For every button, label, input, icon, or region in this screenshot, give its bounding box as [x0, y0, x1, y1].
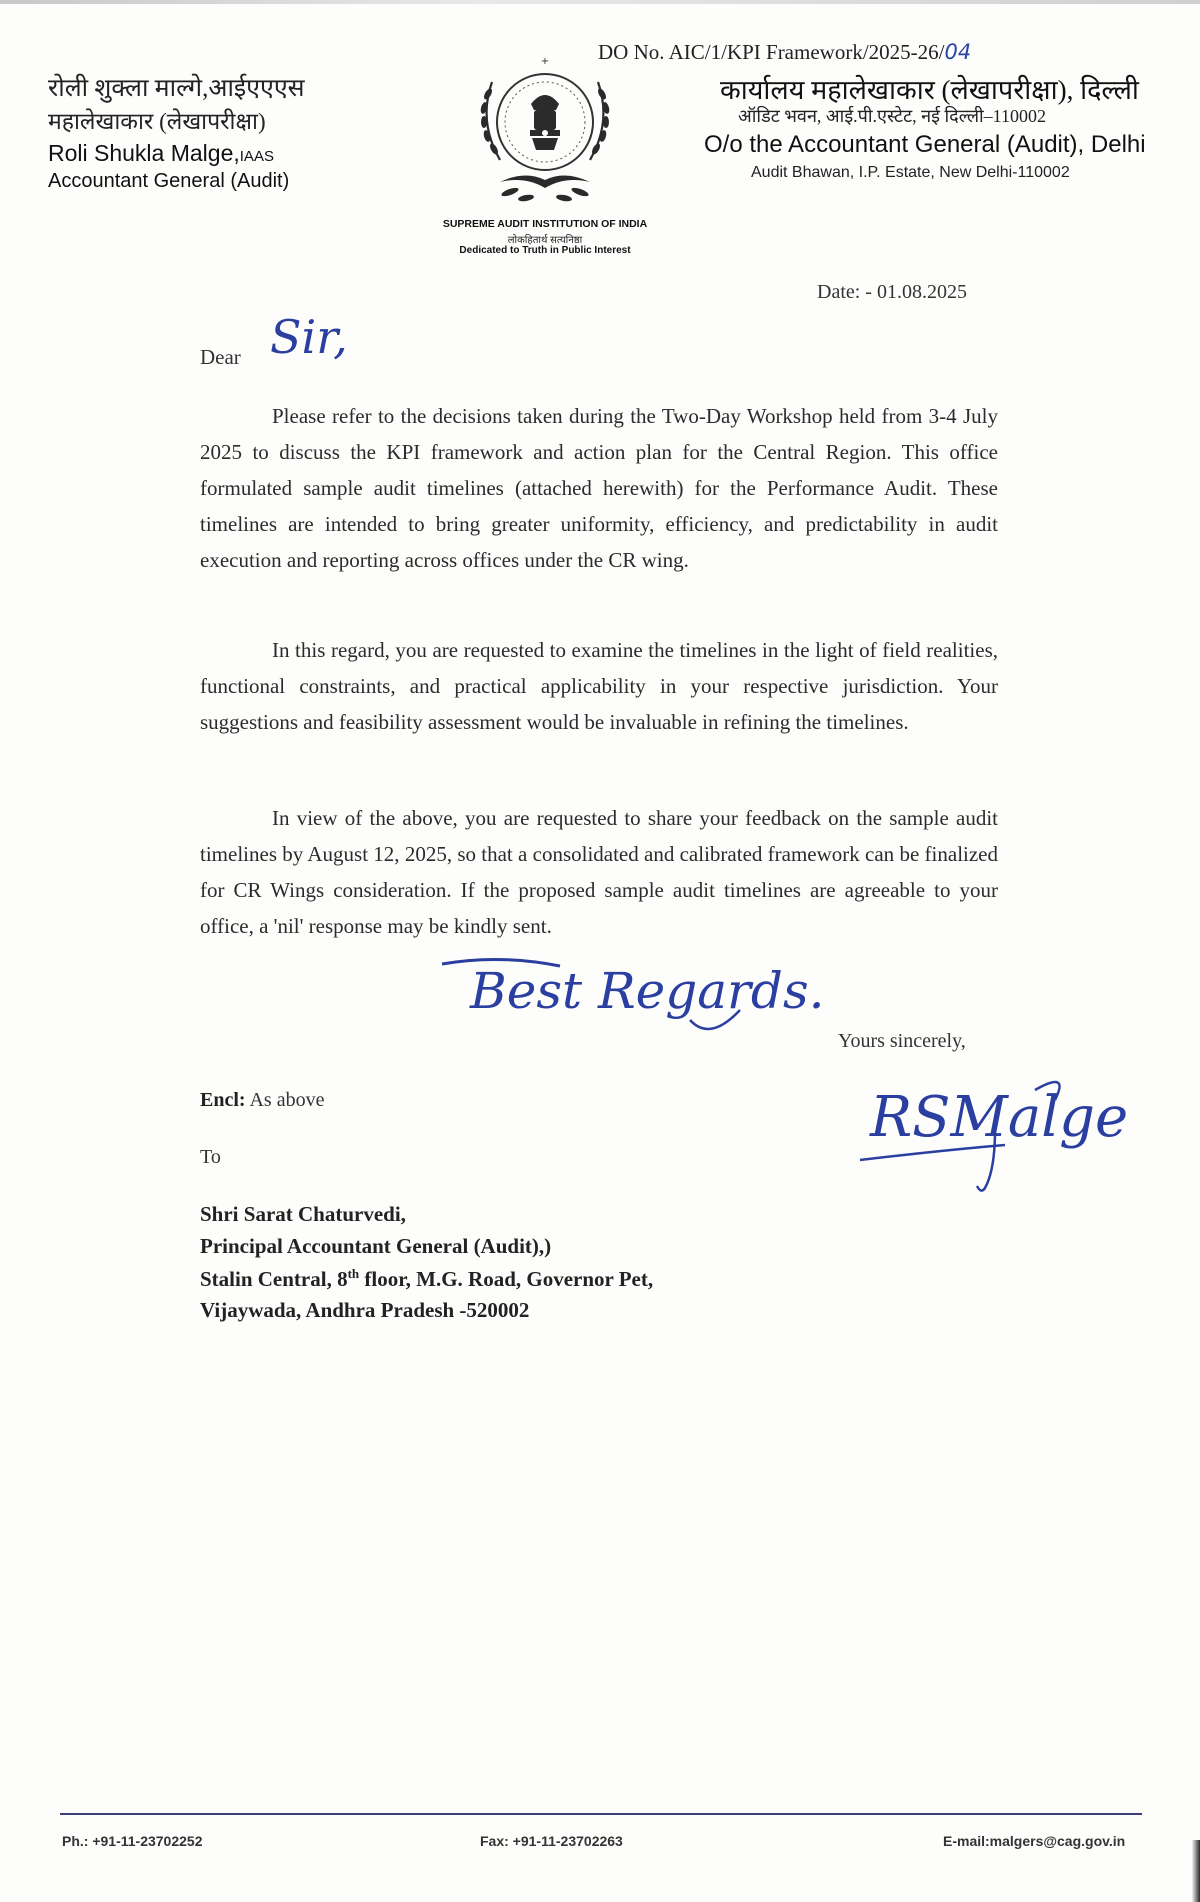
- salutation-handwritten: Sir,: [270, 310, 348, 364]
- sender-service-suffix: IAAS: [239, 148, 274, 165]
- enclosure-label: Encl:: [200, 1089, 246, 1111]
- to-label: To: [200, 1146, 221, 1168]
- sender-name-hindi: रोली शुक्ला माल्गे,आईएएएस: [48, 75, 305, 102]
- do-number: [598, 40, 971, 65]
- signature: RSMalge: [870, 1085, 1129, 1150]
- office-address-hindi: ऑडिट भवन, आई.पी.एस्टेट, नई दिल्ली–110002: [738, 106, 1047, 126]
- recipient-address-line-1: [200, 1266, 653, 1292]
- footer-fax: Fax: +91-11-23702263: [480, 1833, 623, 1849]
- emblem-motto-english: Dedicated to Truth in Public Interest: [459, 245, 631, 256]
- office-name-hindi: कार्यालय महालेखाकार (लेखापरीक्षा), दिल्ली: [720, 75, 1139, 105]
- do-number-handwritten: 04: [944, 40, 972, 64]
- enclosure-value: As above: [249, 1089, 325, 1111]
- emblem-motto-hindi: लोकहितार्थ सत्यनिष्ठा: [507, 235, 583, 246]
- body-paragraph-1: Please refer to the decisions taken during the Two-Day Workshop held from 3-4 July 2025 to discuss the KPI framework and action plan for the Central Region. This office formulated sample audit timelines (attached herewith) for the Performance Audit. These timelines are intended to bring greater uniformity, efficiency, and predictability in audit execution and reporting across offices under the CR wing.: [200, 404, 998, 572]
- footer-divider: [60, 1813, 1142, 1815]
- regards-underline-icon: [440, 950, 830, 1040]
- emblem-caption: SUPREME AUDIT INSTITUTION OF INDIA: [442, 218, 648, 230]
- signature-stroke-icon: [855, 1060, 1085, 1195]
- address-line-1-superscript: th: [347, 1266, 360, 1281]
- office-address-english: Audit Bhawan, I.P. Estate, New Delhi-110002: [751, 164, 1070, 181]
- address-line-1-part-b: floor, M.G. Road, Governor Pet,: [359, 1267, 654, 1291]
- body-paragraph-3: In view of the above, you are requested to share your feedback on the sample audit timelines by August 12, 2025, so that a consolidated and calibrated framework can be finalized for CR Wings consideration. If the proposed sample audit timelines are agreeable to your office, a 'nil' response may be kindly sent.: [200, 806, 998, 938]
- top-border: [0, 0, 1200, 4]
- svg-text:+: +: [540, 56, 550, 67]
- recipient-name: Shri Sarat Chaturvedi,: [200, 1202, 406, 1226]
- recipient-designation: Principal Accountant General (Audit),): [200, 1234, 552, 1258]
- letter-date: Date: - 01.08.2025: [817, 281, 967, 303]
- handwritten-regards: Best Regards.: [470, 962, 825, 1020]
- scan-edge-shadow: [1192, 1840, 1200, 1902]
- footer-email: E-mail:malgers@cag.gov.in: [943, 1833, 1126, 1849]
- salutation: Dear: [200, 345, 241, 369]
- sender-designation-english: Accountant General (Audit): [48, 170, 290, 192]
- body-paragraph-2: In this regard, you are requested to examine the timelines in the light of field realities, functional constraints, and practical applicability in your respective jurisdiction. Your suggestions and feasibility assessment would be invaluable in refining the timelines.: [200, 638, 998, 734]
- closing-text: Yours sincerely,: [838, 1030, 966, 1052]
- national-emblem-icon: [470, 42, 620, 207]
- do-number-text: DO No. AIC/1/KPI Framework/2025-26/: [598, 40, 945, 64]
- sender-designation-hindi: महालेखाकार (लेखापरीक्षा): [48, 109, 266, 134]
- footer-phone: Ph.: +91-11-23702252: [62, 1833, 203, 1849]
- address-line-1-part-a: Stalin Central, 8: [200, 1267, 348, 1291]
- office-name-english: O/o the Accountant General (Audit), Delhi: [704, 131, 1146, 158]
- enclosure-line: [200, 1089, 324, 1112]
- sender-name-text: Roli Shukla Malge,: [48, 140, 240, 166]
- recipient-address-line-2: Vijaywada, Andhra Pradesh -520002: [200, 1298, 530, 1322]
- sender-name-english: [48, 140, 274, 167]
